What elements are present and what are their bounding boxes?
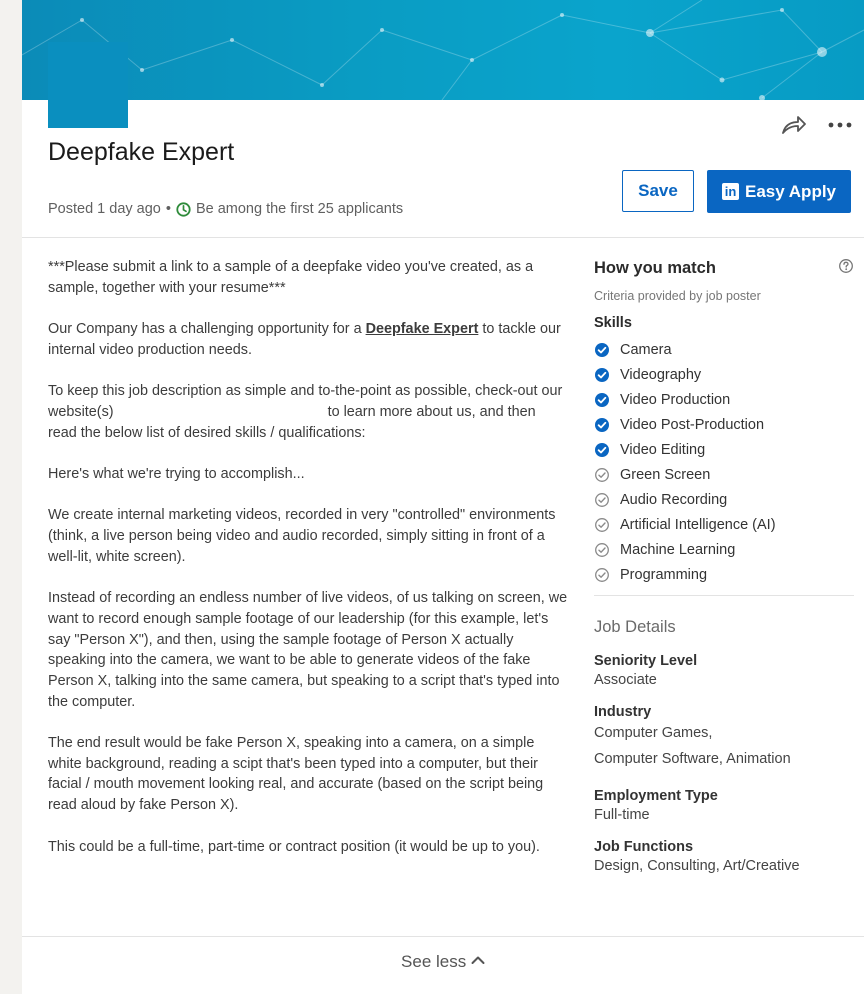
skill-item <box>594 462 854 487</box>
desc-paragraph: The end result would be fake Person X, speaking into a camera, on a simple white background, reading a scipt that's been typed into a computer, but their facial / mouth movement looking real, and accurate (based on the script being read aloud by fake Person X). <box>48 735 544 814</box>
functions-value: Design, Consulting, Art/Creative <box>594 858 800 874</box>
footer-divider <box>22 936 864 937</box>
desc-text: Our Company has a challenging opportunity for a <box>48 321 366 338</box>
skill-item <box>594 437 854 462</box>
criteria-note: Criteria provided by job poster <box>594 289 761 303</box>
meta-separator: • <box>165 201 171 217</box>
industry-value: Computer Games, <box>594 725 713 741</box>
skill-name: Video Production <box>620 391 731 408</box>
redacted-website <box>118 415 324 416</box>
linkedin-icon: in <box>722 183 739 200</box>
skill-item <box>594 362 854 387</box>
job-title: Deepfake Expert <box>48 138 235 166</box>
check-outline-icon <box>594 467 610 483</box>
skill-name: Artificial Intelligence (AI) <box>620 516 776 533</box>
skill-item <box>594 512 854 537</box>
seniority-value: Associate <box>594 672 657 688</box>
skill-item <box>594 537 854 562</box>
see-less-button[interactable] <box>22 952 864 972</box>
desc-paragraph: Here's what we're trying to accomplish... <box>48 465 305 482</box>
skill-name: Programming <box>620 566 708 583</box>
top-actions <box>780 112 854 138</box>
check-filled-icon <box>594 442 610 458</box>
desc-paragraph: We create internal marketing videos, recorded in very "controlled" environments (think, a live person being video and audio recorded, simply sitting in front of a well-lit, white screen). <box>48 507 556 565</box>
skill-name: Videography <box>620 366 702 383</box>
desc-paragraph: This could be a full-time, part-time or contract position (it would be up to you). <box>48 838 540 855</box>
employment-label: Employment Type <box>594 788 718 804</box>
company-logo[interactable] <box>48 42 128 128</box>
left-gutter <box>0 0 23 994</box>
desc-text: to learn more about us, and then read the below list of desired skills / qualifications: <box>48 403 536 441</box>
skills-heading: Skills <box>594 315 632 331</box>
skill-name: Machine Learning <box>620 541 736 558</box>
functions-group <box>594 839 854 874</box>
save-button[interactable]: Save <box>622 170 694 212</box>
check-filled-icon <box>594 367 610 383</box>
employment-group <box>594 788 854 823</box>
more-options-icon[interactable] <box>826 112 854 138</box>
skills-list <box>594 337 854 587</box>
help-icon[interactable] <box>838 258 854 279</box>
industry-label: Industry <box>594 704 652 720</box>
job-card <box>22 0 864 994</box>
chevron-up-icon <box>471 952 485 971</box>
share-icon[interactable] <box>780 112 808 138</box>
easy-apply-button[interactable] <box>707 170 851 213</box>
check-outline-icon <box>594 542 610 558</box>
skill-item <box>594 487 854 512</box>
desc-text: to tackle our internal video production needs. <box>48 321 561 358</box>
skill-item <box>594 387 854 412</box>
check-filled-icon <box>594 417 610 433</box>
seniority-label: Seniority Level <box>594 653 698 669</box>
skill-item <box>594 337 854 362</box>
match-title: How you match <box>594 259 716 277</box>
check-filled-icon <box>594 392 610 408</box>
check-outline-icon <box>594 567 610 583</box>
functions-label: Job Functions <box>594 839 694 855</box>
job-details-title: Job Details <box>594 618 676 636</box>
sidebar-divider <box>594 595 854 596</box>
skill-name: Video Post-Production <box>620 416 765 433</box>
desc-paragraph <box>48 381 568 443</box>
applicant-count: Be among the first 25 applicants <box>195 201 404 217</box>
job-description <box>48 257 568 878</box>
check-outline-icon <box>594 517 610 533</box>
posted-time: Posted 1 day ago <box>48 201 161 217</box>
industry-value: Computer Software, Animation <box>594 751 791 767</box>
desc-paragraph: Instead of recording an endless number of live videos, of us talking on screen, we want to record enough sample footage of our leadership (for this example, let's say "Person X"), and then, using the sample footage of Person X actually speaking into the camera, we want to be able to generate videos of the fake Person X, talking into the same camera, but speaking to a script that's typed into the computer. <box>48 590 568 710</box>
match-header <box>594 258 854 279</box>
easy-apply-label: Easy Apply <box>744 181 837 201</box>
job-meta <box>48 201 403 217</box>
header-divider <box>22 237 864 238</box>
banner-network-pattern <box>22 0 864 100</box>
seniority-group <box>594 653 854 688</box>
skill-name: Camera <box>620 341 672 358</box>
deepfake-expert-link[interactable]: Deepfake Expert <box>365 321 479 338</box>
skill-item <box>594 412 854 437</box>
check-filled-icon <box>594 342 610 358</box>
skill-name: Green Screen <box>620 466 711 483</box>
check-outline-icon <box>594 492 610 508</box>
skill-name: Audio Recording <box>620 491 728 508</box>
skill-name: Video Editing <box>620 441 706 458</box>
company-banner <box>22 0 864 100</box>
desc-text: To keep this job description as simple and to-the-point as possible, check-out our website(s) <box>48 383 563 420</box>
match-sidebar <box>594 258 854 874</box>
employment-value: Full-time <box>594 807 650 823</box>
skill-item <box>594 562 854 587</box>
clock-icon <box>176 202 191 217</box>
desc-paragraph: ***Please submit a link to a sample of a deepfake video you've created, as a sample, together with your resume*** <box>48 259 534 296</box>
see-less-label: See less <box>401 952 467 971</box>
desc-paragraph <box>48 319 568 360</box>
industry-group <box>594 704 854 772</box>
